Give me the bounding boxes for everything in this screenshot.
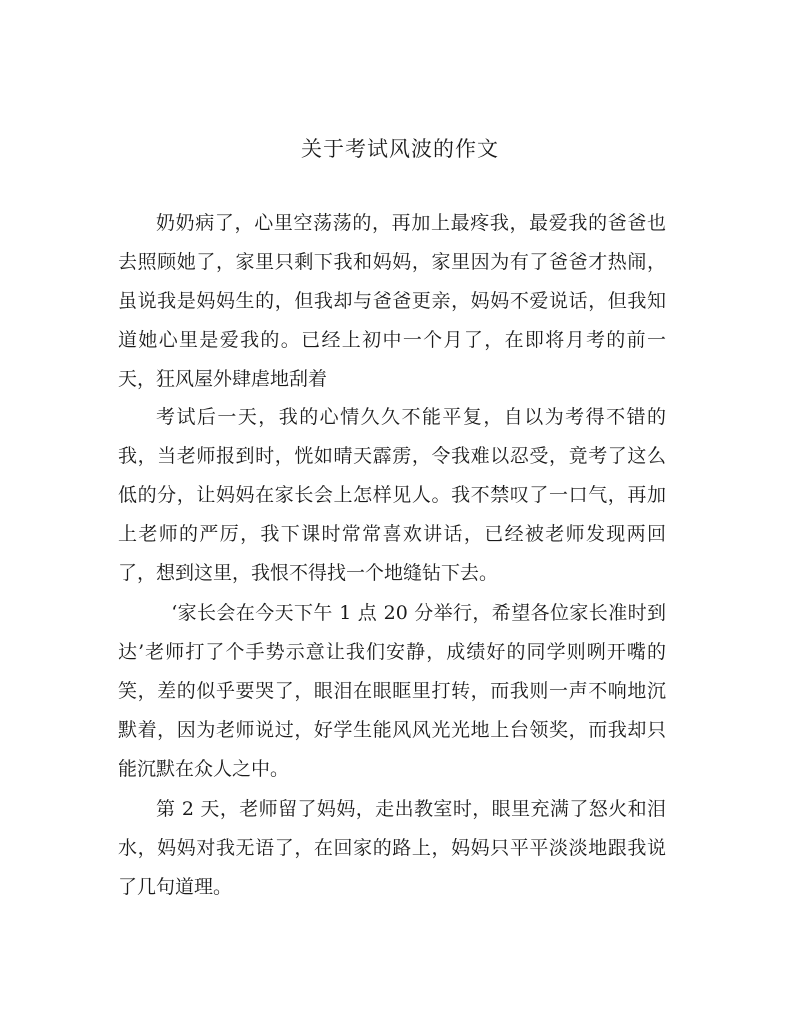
paragraph-4-block xyxy=(118,790,666,907)
paragraph-3-block xyxy=(118,594,666,789)
paragraph-1: 奶奶病了，心里空荡荡的，再加上最疼我，最爱我的爸爸也去照顾她了，家里只剩下我和妈妈，家里因为有了爸爸才热闹，虽说我是妈妈生的，但我却与爸爸更亲，妈妈不爱说话，但我知道她心里是爱我的。已经上初中一个月了，在即将月考的前一天，狂风屋外肆虐地刮着 xyxy=(118,212,666,390)
document-title: 关于考试风波的作文 xyxy=(301,137,499,161)
paragraph-2-block xyxy=(118,398,666,593)
paragraph-3: ‘家长会在今天下午 1 点 20 分举行，希望各位家长准时到达’老师打了个手势示意让我们安静，成绩好的同学则咧开嘴的笑，差的似乎要哭了，眼泪在眼眶里打转，而我则一声不响地沉默着，因为老师说过，好学生能风风光光地上台领奖，而我却只能沉默在众人之中。 xyxy=(118,602,666,780)
paragraph-2: 考试后一天，我的心情久久不能平复，自以为考得不错的我，当老师报到时，恍如晴天霹雳，令我难以忍受，竟考了这么低的分，让妈妈在家长会上怎样见人。我不禁叹了一口气，再加上老师的严厉，我下课时常常喜欢讲话，已经被老师发现两回了，想到这里，我恨不得找一个地缝钻下去。 xyxy=(118,406,666,584)
paragraph-4: 第 2 天，老师留了妈妈，走出教室时，眼里充满了怒火和泪水，妈妈对我无语了，在回家的路上，妈妈只平平淡淡地跟我说了几句道理。 xyxy=(118,798,666,898)
paragraph-1-block xyxy=(118,204,666,399)
